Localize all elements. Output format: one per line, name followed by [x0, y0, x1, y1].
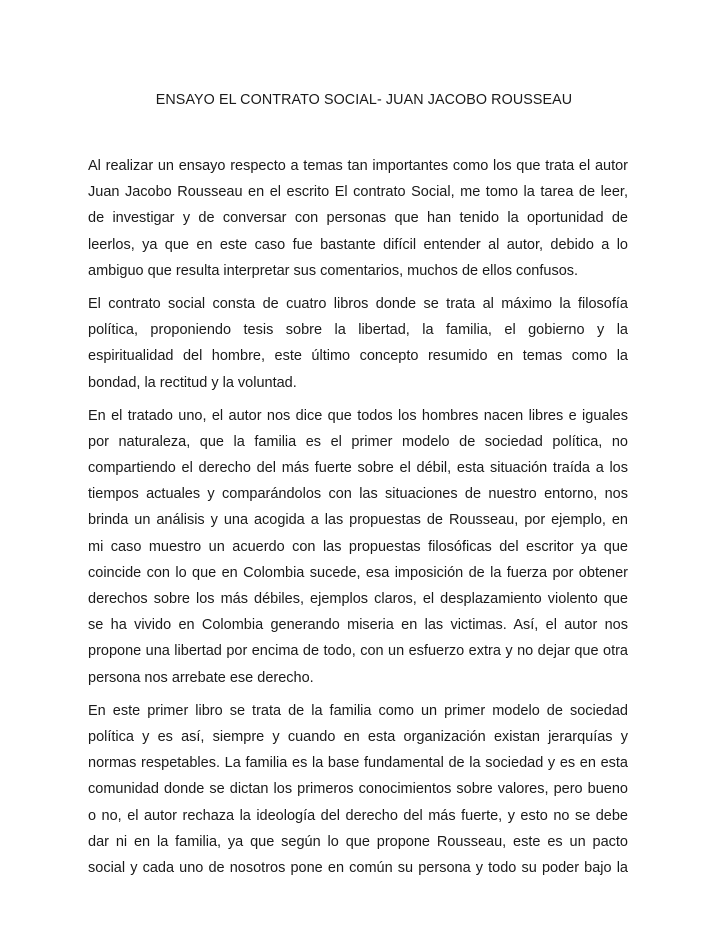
text-line: normas respetables. La familia es la base fundamental de la sociedad y es en esta [88, 755, 628, 772]
text-line: mi caso muestro un acuerdo con las propuestas filosóficas del escritor ya que [88, 538, 628, 555]
text-line: política y es así, siempre y cuando en esta organización existan jerarquías y [88, 728, 628, 745]
text-line: El contrato social consta de cuatro libros donde se trata al máximo la filosofía [88, 295, 628, 312]
document-title: ENSAYO EL CONTRATO SOCIAL- JUAN JACOBO ROUSSEAU [155, 92, 573, 108]
text-line: se ha vivido en Colombia generando miseria en las victimas. Así, el autor nos [88, 617, 628, 634]
text-line: derechos sobre los más débiles, ejemplos claros, el desplazamiento violento que [88, 591, 628, 607]
text-line: comunidad donde se dictan los primeros conocimientos sobre valores, pero bueno [88, 781, 628, 798]
text-line: por naturaleza, que la familia es el primer modelo de sociedad política, no [88, 433, 628, 450]
text-line: social y cada uno de nosotros pone en común su persona y todo su poder bajo la [88, 859, 628, 876]
text-line: propone una libertad por encima de todo, con un esfuerzo extra y no dejar que otra [88, 643, 628, 660]
text-line: persona nos arrebate ese derecho. [88, 669, 314, 686]
text-line: espiritualidad del hombre, este último concepto resumido en temas como la [88, 348, 628, 365]
text-line: leerlos, ya que en este caso fue bastante difícil entender al autor, debido a lo [88, 236, 628, 253]
document-body [88, 153, 628, 888]
paragraph-3 [88, 403, 628, 691]
text-line: compartiendo el derecho del más fuerte sobre el débil, esta situación traída a los [88, 460, 628, 477]
text-line: Juan Jacobo Rousseau en el escrito El contrato Social, me tomo la tarea de leer, [88, 184, 628, 201]
text-line: bondad, la rectitud y la voluntad. [88, 374, 297, 391]
paragraph-1 [88, 153, 628, 284]
text-line: dar ni en la familia, ya que según lo que propone Rousseau, este es un pacto [88, 833, 628, 850]
text-line: tiempos actuales y comparándolos con las situaciones de nuestro entorno, nos [88, 486, 628, 503]
text-line: coincide con lo que en Colombia sucede, esa imposición de la fuerza por obtener [88, 564, 628, 581]
text-line: Al realizar un ensayo respecto a temas tan importantes como los que trata el autor [88, 158, 628, 174]
text-line: política, proponiendo tesis sobre la libertad, la familia, el gobierno y la [88, 322, 628, 339]
text-line: o no, el autor rechaza la ideología del derecho del más fuerte, y esto no se debe [88, 807, 628, 824]
text-line: de investigar y de conversar con personas que han tenido la oportunidad de [88, 210, 628, 227]
text-line: En este primer libro se trata de la familia como un primer modelo de sociedad [88, 702, 628, 719]
text-line: brinda un análisis y una acogida a las propuestas de Rousseau, por ejemplo, en [88, 512, 628, 529]
text-line: ambiguo que resulta interpretar sus comentarios, muchos de ellos confusos. [88, 262, 579, 279]
paragraph-4 [88, 698, 628, 881]
paragraph-2 [88, 291, 628, 396]
text-line: En el tratado uno, el autor nos dice que todos los hombres nacen libres e iguales [88, 407, 628, 424]
